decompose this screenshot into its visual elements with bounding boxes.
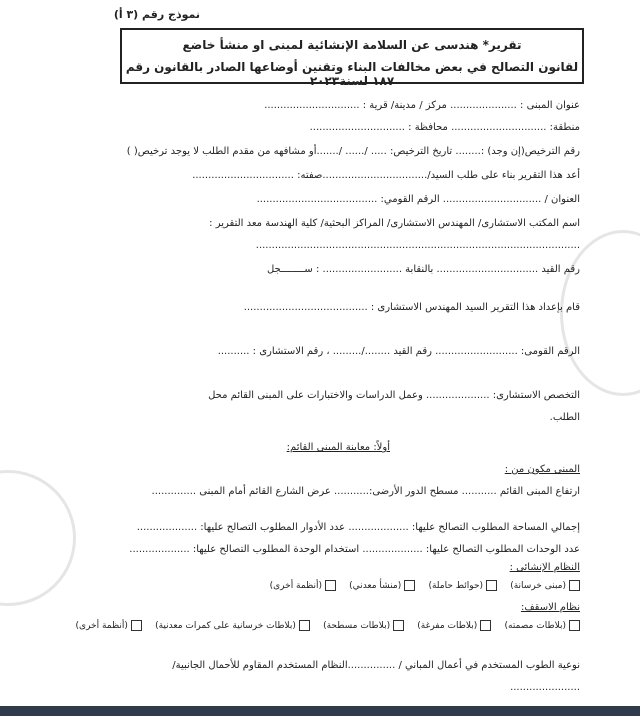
checkbox-solid-slab[interactable] bbox=[569, 620, 580, 631]
section-existing-inspection-title: أولاً: معاينة المبنى القائم: bbox=[286, 442, 390, 453]
roof-options-row bbox=[66, 620, 580, 631]
option-hollow-slab[interactable]: (بلاطات مفرغة) bbox=[417, 620, 491, 631]
field-address-id: العنوان / ............................... الرقم القومي: ...................................... bbox=[256, 194, 580, 205]
field-units: عدد الوحدات المطلوب التصالح عليها: ................... استخدام الوحدة المطلوب التصالح عليها: ................... bbox=[129, 544, 580, 555]
option-concrete[interactable]: (مبنى خرسانة) bbox=[510, 580, 580, 591]
checkbox-slab-on-steel[interactable] bbox=[299, 620, 310, 631]
field-engineer: قام بإعداد هذا التقرير السيد المهندس الاستشارى : ....................................... bbox=[243, 302, 580, 313]
building-composed-label: المبنى مكون من : bbox=[504, 464, 580, 475]
report-title-box bbox=[120, 28, 584, 88]
option-solid-slab[interactable]: (بلاطات مصمته) bbox=[504, 620, 580, 631]
field-brick-dots: ...................... bbox=[510, 682, 580, 693]
watermark-seal-left bbox=[0, 470, 76, 606]
structural-system-label: النظام الإنشائى : bbox=[509, 562, 580, 573]
checkbox-other-structural[interactable] bbox=[325, 580, 336, 591]
field-building-address: عنوان المبنى : ..................... مركز / مدينة/ قرية : .............................. bbox=[264, 100, 580, 111]
option-slab-on-steel[interactable]: (بلاطات خرسانية على كمرات معدنية) bbox=[155, 620, 310, 631]
option-bearing-walls[interactable]: (حوائط حاملة) bbox=[428, 580, 497, 591]
field-total-area: إجمالي المساحة المطلوب التصالح عليها: ................... عدد الأدوار المطلوب التصالح عليها: ................... bbox=[136, 522, 580, 533]
field-building-height: ارتفاع المبنى القائم ........... مسطح الدور الأرضى:........... عرض الشارع القائم أمام المبنى .............. bbox=[151, 486, 580, 497]
field-brick-type: نوعية الطوب المستخدم في أعمال المباني / ...............النظام المستخدم المقاوم للأحمال الجانبية/ bbox=[172, 660, 580, 671]
checkbox-other-roof[interactable] bbox=[131, 620, 142, 631]
checkbox-flat-slab[interactable] bbox=[393, 620, 404, 631]
checkbox-hollow-slab[interactable] bbox=[480, 620, 491, 631]
form-number: نموذج رقم (٣ أ) bbox=[113, 8, 200, 21]
field-specialty-end: الطلب. bbox=[549, 412, 580, 423]
field-office-name: اسم المكتب الاستشارى/ المهندس الاستشارى/ المراكز البحثية/ كلية الهندسة معد التقرير : bbox=[209, 218, 580, 229]
bottom-bar bbox=[0, 706, 640, 716]
report-title-line1: تقرير* هندسى عن السلامة الإنشائية لمبنى او منشأ خاضع bbox=[182, 38, 522, 52]
checkbox-bearing-walls[interactable] bbox=[486, 580, 497, 591]
field-region: منطقة: .............................. محافظة : .............................. bbox=[309, 122, 580, 133]
option-other-structural[interactable]: (أنظمة أخرى) bbox=[270, 580, 336, 591]
option-steel[interactable]: (منشأ معدني) bbox=[349, 580, 415, 591]
field-license: رقم الترخيص(إن وجد) :........ تاريخ الترخيص: ..... /...... /.......أو مشافهه من مقدم الطلب لا يوجد ترخيص( ) bbox=[126, 146, 580, 157]
roof-system-label: نظام الاسقف: bbox=[520, 602, 580, 613]
structural-options-row bbox=[260, 580, 580, 591]
field-office-dots: ...................................................................................................... bbox=[255, 240, 580, 251]
watermark-seal-right bbox=[560, 230, 640, 396]
field-national-id: الرقم القومى: .......................... رقم القيد ......../......... ، رقم الاستشارى : .......... bbox=[217, 346, 580, 357]
field-registration: رقم القيد ................................ بالنقابة ......................... : ســــــــجل bbox=[266, 264, 580, 275]
checkbox-concrete[interactable] bbox=[569, 580, 580, 591]
option-flat-slab[interactable]: (بلاطات مسطحة) bbox=[323, 620, 404, 631]
report-title-line2: لقانون التصالح في بعض مخالفات البناء وتقنين أوضاعها الصادر بالقانون رقم ١٨٧ لسنة٢٠٢٣ bbox=[125, 60, 579, 88]
field-specialty: التخصص الاستشارى: .................... وعمل الدراسات والاختبارات على المبنى القائم محل bbox=[208, 390, 580, 401]
field-requester: أعد هذا التقرير بناء على طلب السيد/.................................صفته: ................................ bbox=[192, 170, 580, 181]
option-other-roof[interactable]: (أنظمة أخرى) bbox=[76, 620, 142, 631]
checkbox-steel[interactable] bbox=[404, 580, 415, 591]
